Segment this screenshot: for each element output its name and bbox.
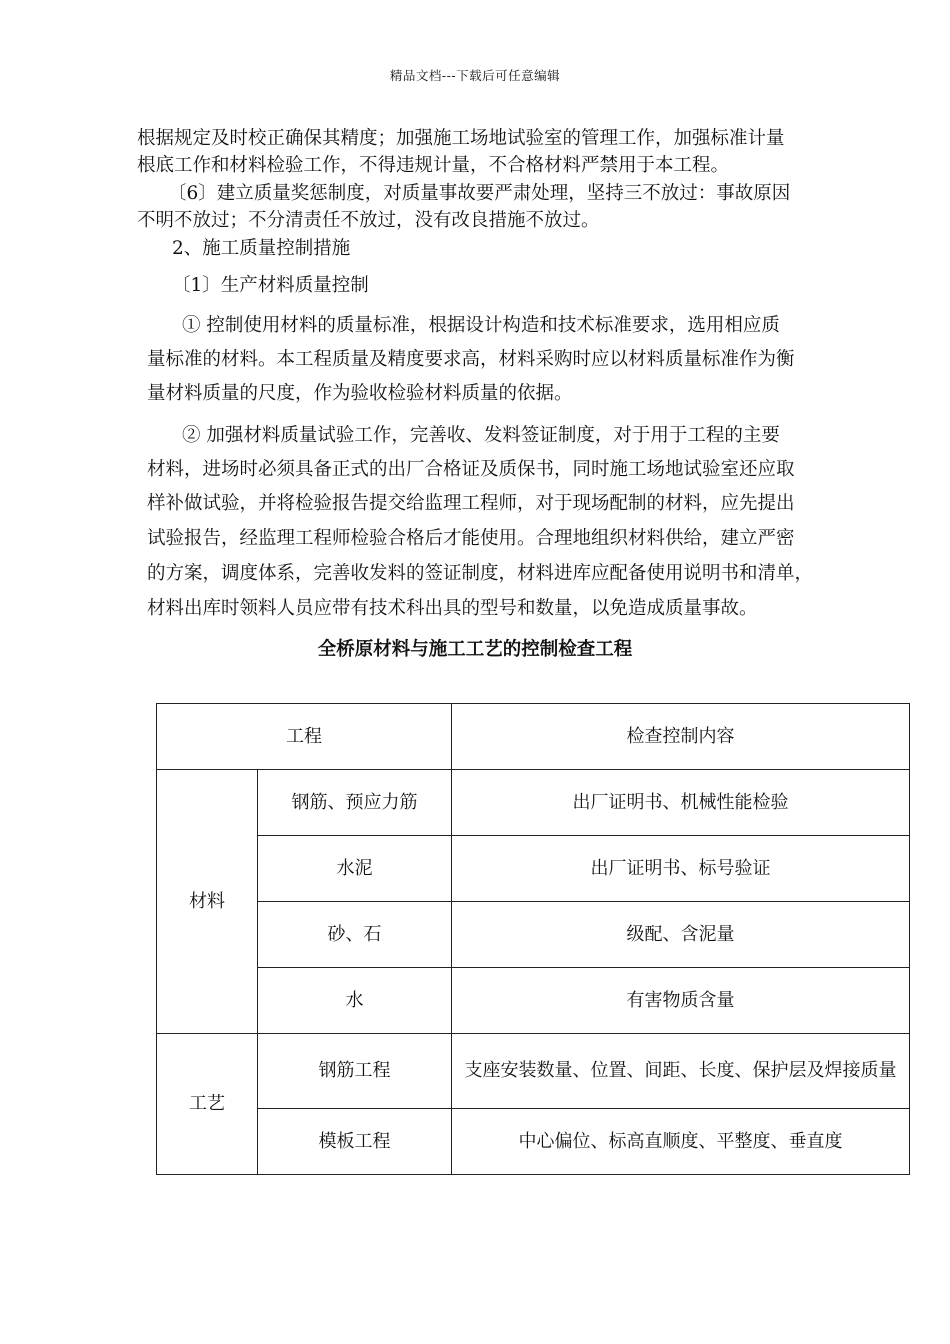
table-title: 全桥原材料与施工工艺的控制检查工程 bbox=[317, 639, 633, 660]
header-content-cell: 检查控制内容 bbox=[452, 704, 910, 770]
paragraph-line: 材料，进场时必须具备正式的出厂合格证及质保书，同时施工场地试验室还应取 bbox=[147, 459, 795, 480]
table-row bbox=[157, 1034, 910, 1109]
item-cell: 钢筋工程 bbox=[258, 1034, 452, 1109]
group-cell-materials: 材料 bbox=[157, 770, 258, 1034]
content-cell: 出厂证明书、标号验证 bbox=[452, 836, 910, 902]
paragraph-line: 根底工作和材料检验工作，不得违规计量，不合格材料严禁用于本工程。 bbox=[137, 155, 730, 176]
section-heading: 2、施工质量控制措施 bbox=[172, 238, 351, 259]
header-item-cell: 工程 bbox=[157, 704, 452, 770]
table-header-row bbox=[157, 704, 910, 770]
content-cell: 级配、含泥量 bbox=[452, 902, 910, 968]
content-cell: 有害物质含量 bbox=[452, 968, 910, 1034]
table-row bbox=[157, 836, 910, 902]
paragraph-line: 量材料质量的尺度，作为验收检验材料质量的依据。 bbox=[147, 383, 573, 404]
content-cell: 中心偏位、标高直顺度、平整度、垂直度 bbox=[452, 1109, 910, 1175]
item-cell: 砂、石 bbox=[258, 902, 452, 968]
paragraph-line: 〔6〕建立质量奖惩制度，对质量事故要严肃处理，坚持三不放过：事故原因 bbox=[168, 183, 791, 204]
paragraph-line: 样补做试验，并将检验报告提交给监理工程师，对于现场配制的材料，应先提出 bbox=[147, 493, 795, 514]
item-cell: 水泥 bbox=[258, 836, 452, 902]
paragraph-line: 材料出库时领料人员应带有技术科出具的型号和数量，以免造成质量事故。 bbox=[147, 598, 758, 619]
content-cell: 支座安装数量、位置、间距、长度、保护层及焊接质量 bbox=[452, 1034, 910, 1109]
paragraph-line: 根据规定及时校正确保其精度；加强施工场地试验室的管理工作，加强标准计量 bbox=[137, 128, 785, 149]
table-row bbox=[157, 770, 910, 836]
table-row bbox=[157, 1109, 910, 1175]
paragraph-line: ② 加强材料质量试验工作，完善收、发料签证制度，对于用于工程的主要 bbox=[182, 425, 780, 446]
content-cell: 出厂证明书、机械性能检验 bbox=[452, 770, 910, 836]
paragraph-line: 量标准的材料。本工程质量及精度要求高，材料采购时应以材料质量标准作为衡 bbox=[147, 349, 795, 370]
item-cell: 模板工程 bbox=[258, 1109, 452, 1175]
table-row bbox=[157, 968, 910, 1034]
subsection-heading: 〔1〕生产材料质量控制 bbox=[172, 275, 369, 296]
item-cell: 水 bbox=[258, 968, 452, 1034]
group-cell-process: 工艺 bbox=[157, 1034, 258, 1175]
paragraph-line: 试验报告，经监理工程师检验合格后才能使用。合理地组织材料供给，建立严密 bbox=[147, 528, 795, 549]
table-row bbox=[157, 902, 910, 968]
paragraph-line: 的方案，调度体系，完善收发料的签证制度，材料进库应配备使用说明书和清单， bbox=[147, 563, 814, 584]
paragraph-line: 不明不放过；不分清责任不放过，没有改良措施不放过。 bbox=[137, 210, 600, 231]
page-header: 精品文档---下载后可任意编辑 bbox=[389, 68, 561, 83]
paragraph-line: ① 控制使用材料的质量标准，根据设计构造和技术标准要求，选用相应质 bbox=[182, 315, 780, 336]
item-cell: 钢筋、预应力筋 bbox=[258, 770, 452, 836]
control-table bbox=[156, 703, 910, 1175]
